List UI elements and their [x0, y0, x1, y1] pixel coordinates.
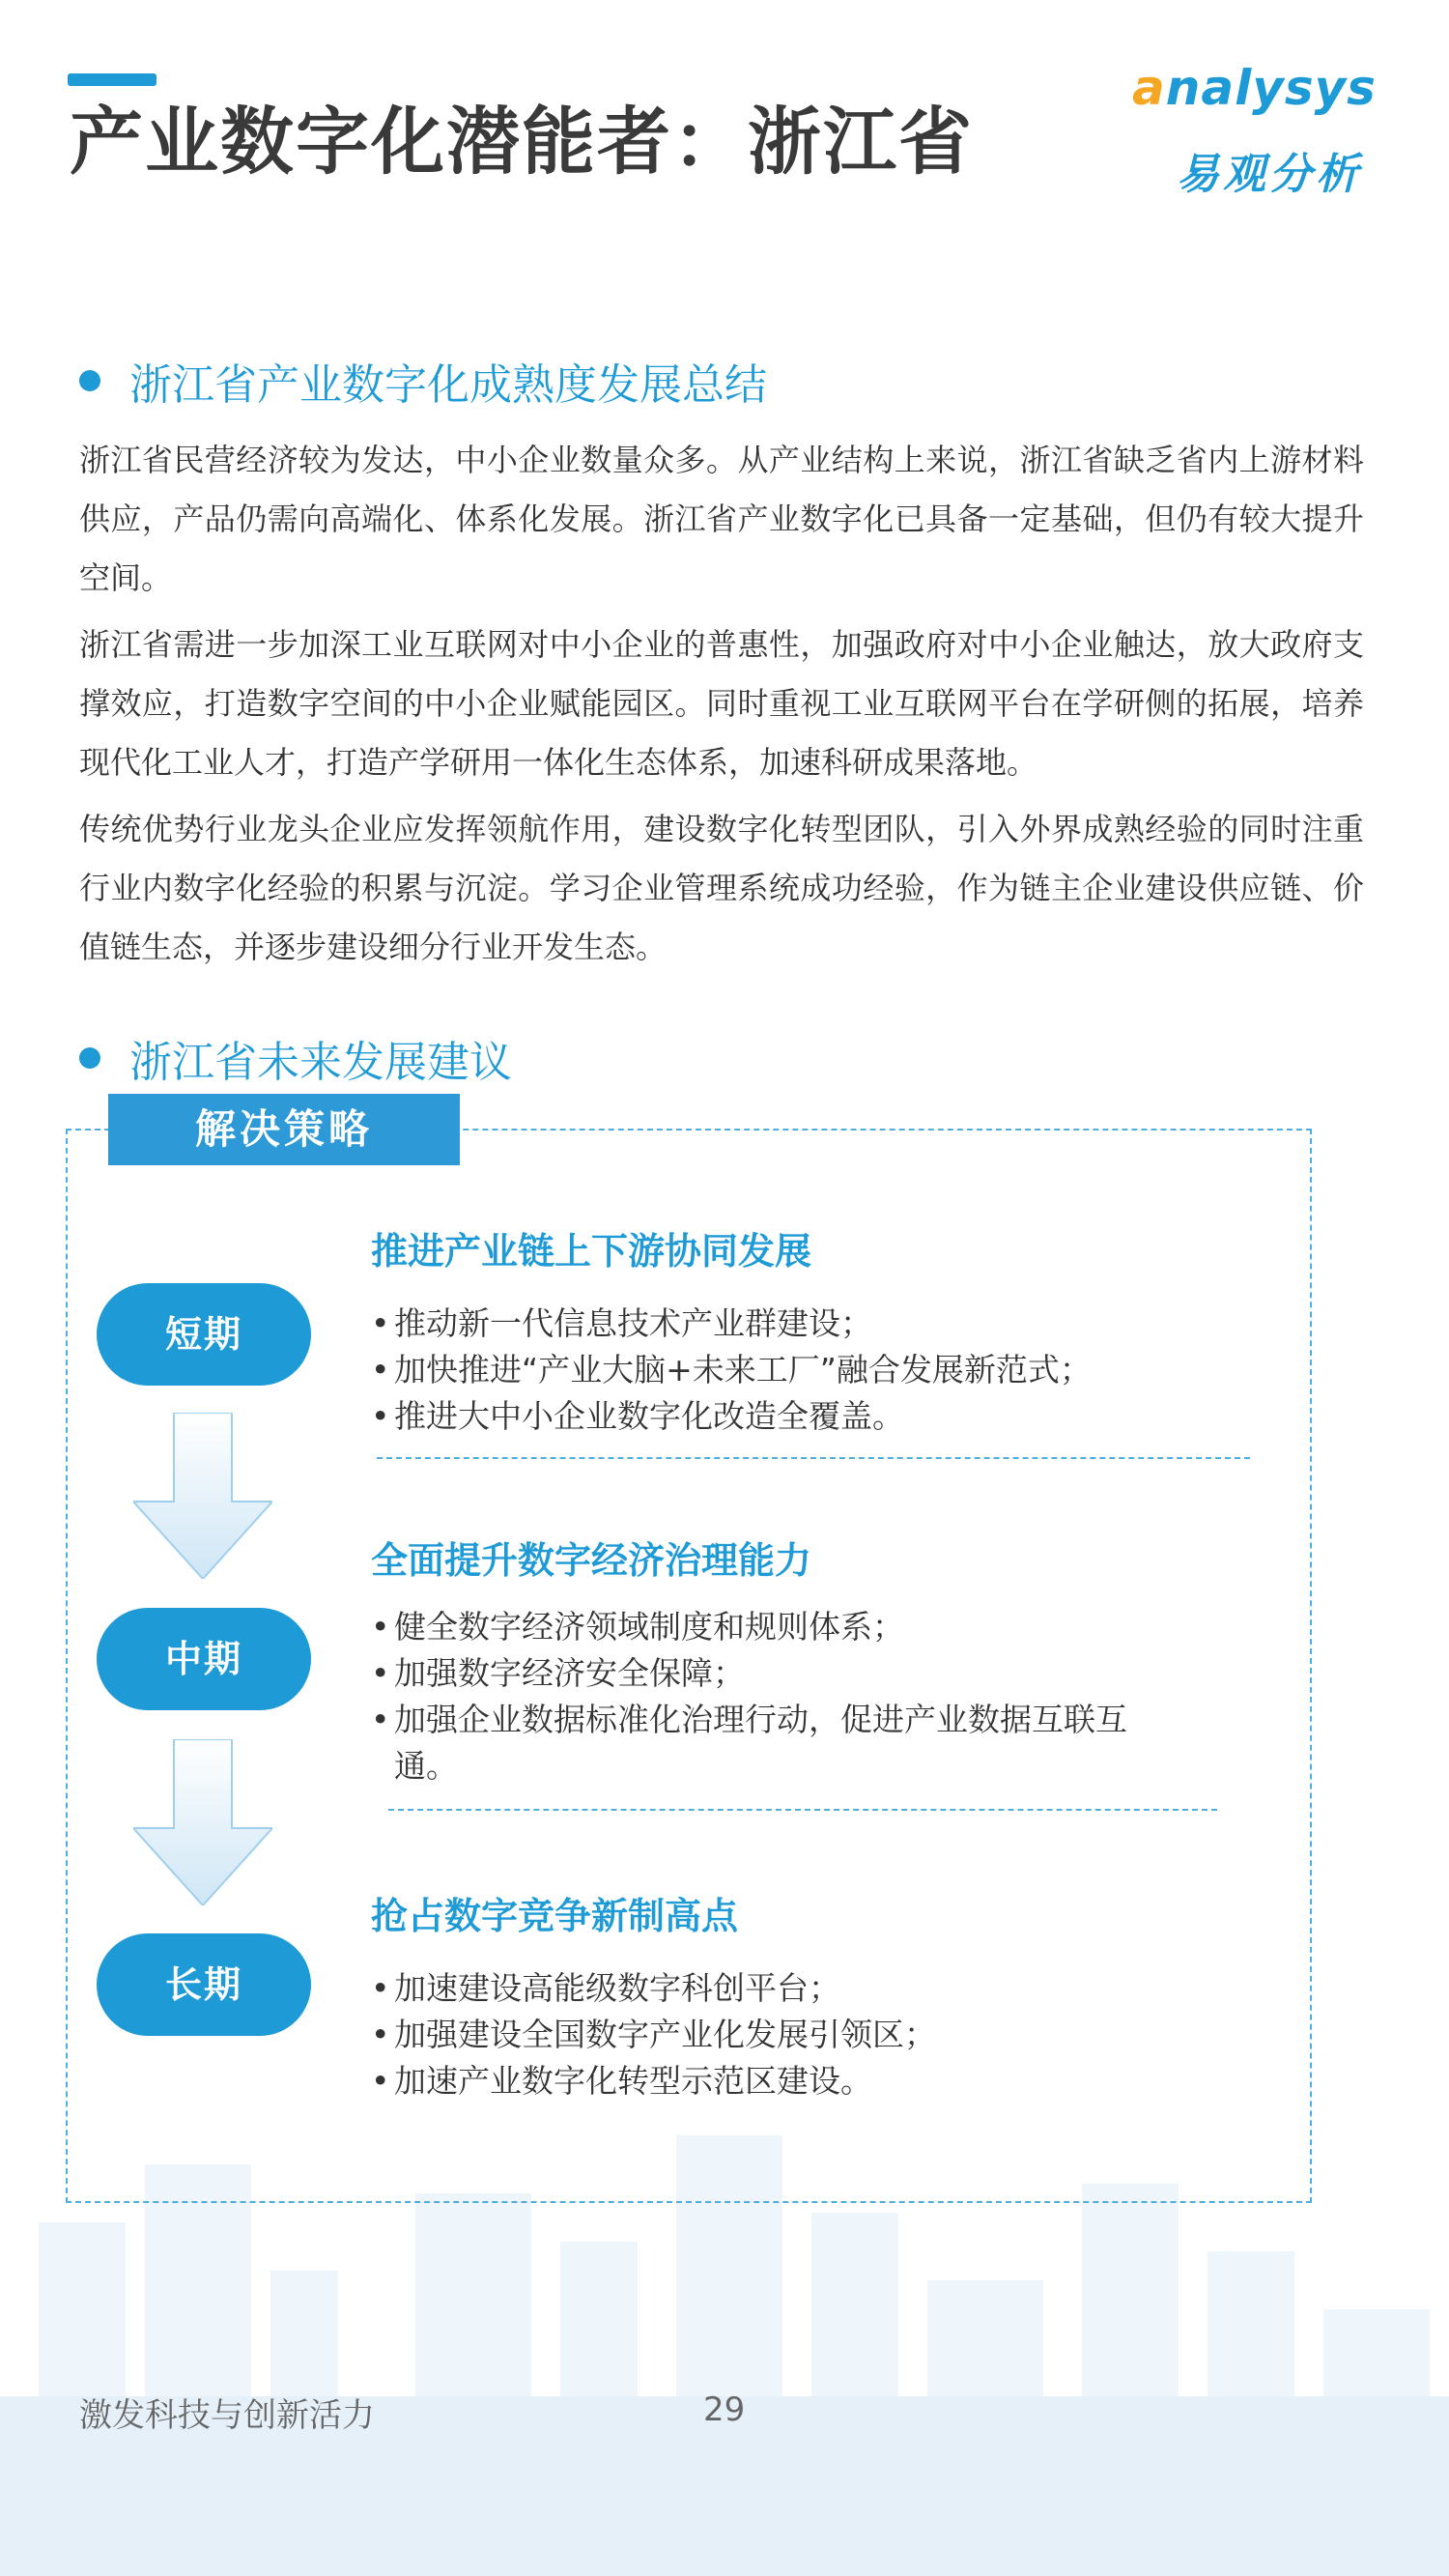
list-item: • 推进大中小企业数字化改造全覆盖。: [367, 1393, 1159, 1440]
dashed-divider: [388, 1809, 1217, 1811]
goal-title-short-term: 推进产业链上下游协同发展: [371, 1230, 812, 1273]
summary-paragraph-1: 浙江省民营经济较为发达，中小企业数量众多。从产业结构上来说，浙江省缺乏省内上游材料供应，产品仍需向高端化、体系化发展。浙江省产业数字化已具备一定基础，但仍有较大提升空间。: [79, 442, 1364, 596]
list-item: • 推动新一代信息技术产业群建设；: [367, 1301, 1159, 1347]
list-item: • 加速产业数字化转型示范区建设。: [367, 2058, 1159, 2104]
bullet-dot-icon: [79, 1047, 100, 1069]
goal-title-long-term: 抢占数字竞争新制高点: [371, 1895, 739, 1937]
period-long-term: 长期: [97, 1933, 311, 2036]
period-short-term: 短期: [97, 1283, 311, 1386]
analysys-logo: [1132, 60, 1393, 199]
strategy-tab-label: 解决策略: [108, 1094, 460, 1165]
summary-paragraph-2: 浙江省需进一步加深工业互联网对中小企业的普惠性，加强政府对中小企业触达，放大政府支撑效应，打造数字空间的中小企业赋能园区。同时重视工业互联网平台在学研侧的拓展，培养现代化工业人才，打造产学研用一体化生态体系，加速科研成果落地。: [79, 626, 1364, 781]
logo-english: [1132, 60, 1377, 116]
logo-english-first-letter: a: [1132, 60, 1166, 116]
arrow-down-icon: [133, 1413, 272, 1579]
arrow-down-icon: [133, 1739, 272, 1905]
section-heading-text: 浙江省产业数字化成熟度发展总结: [129, 360, 767, 410]
period-mid-term: 中期: [97, 1608, 311, 1710]
section-heading-text: 浙江省未来发展建议: [129, 1038, 512, 1087]
summary-paragraph-3: 传统优势行业龙头企业应发挥领航作用，建设数字化转型团队，引入外界成熟经验的同时注重行业内数字化经验的积累与沉淀。学习企业管理系统成功经验，作为链主企业建设供应链、价值链生态，并逐步建设细分行业开发生态。: [79, 811, 1364, 965]
logo-chinese: 易观分析: [1177, 150, 1362, 199]
list-item: • 加强企业数据标准化治理行动，促进产业数据互联互通。: [367, 1697, 1159, 1789]
list-item: • 健全数字经济领域制度和规则体系；: [367, 1604, 1159, 1650]
title-accent-bar: [68, 73, 156, 86]
long-term-measures-list: [367, 1965, 1159, 2104]
dashed-divider: [377, 1457, 1250, 1459]
mid-term-measures-list: [367, 1604, 1159, 1789]
page-title: 产业数字化潜能者：浙江省: [70, 99, 974, 185]
logo-english-rest: nalysys: [1165, 60, 1377, 116]
footer-tagline: 激发科技与创新活力: [79, 2396, 375, 2435]
short-term-measures-list: [367, 1301, 1159, 1440]
page-number: 29: [703, 2390, 746, 2429]
list-item: • 加强数字经济安全保障；: [367, 1650, 1159, 1697]
section-heading-suggestions: [79, 1027, 512, 1089]
section-heading-summary: [79, 350, 767, 412]
goal-title-mid-term: 全面提升数字经济治理能力: [371, 1539, 812, 1582]
list-item: • 加快推进“产业大脑+未来工厂”融合发展新范式；: [367, 1347, 1159, 1393]
list-item: • 加强建设全国数字产业化发展引领区；: [367, 2012, 1159, 2058]
list-item: • 加速建设高能级数字科创平台；: [367, 1965, 1159, 2012]
bullet-dot-icon: [79, 370, 100, 391]
